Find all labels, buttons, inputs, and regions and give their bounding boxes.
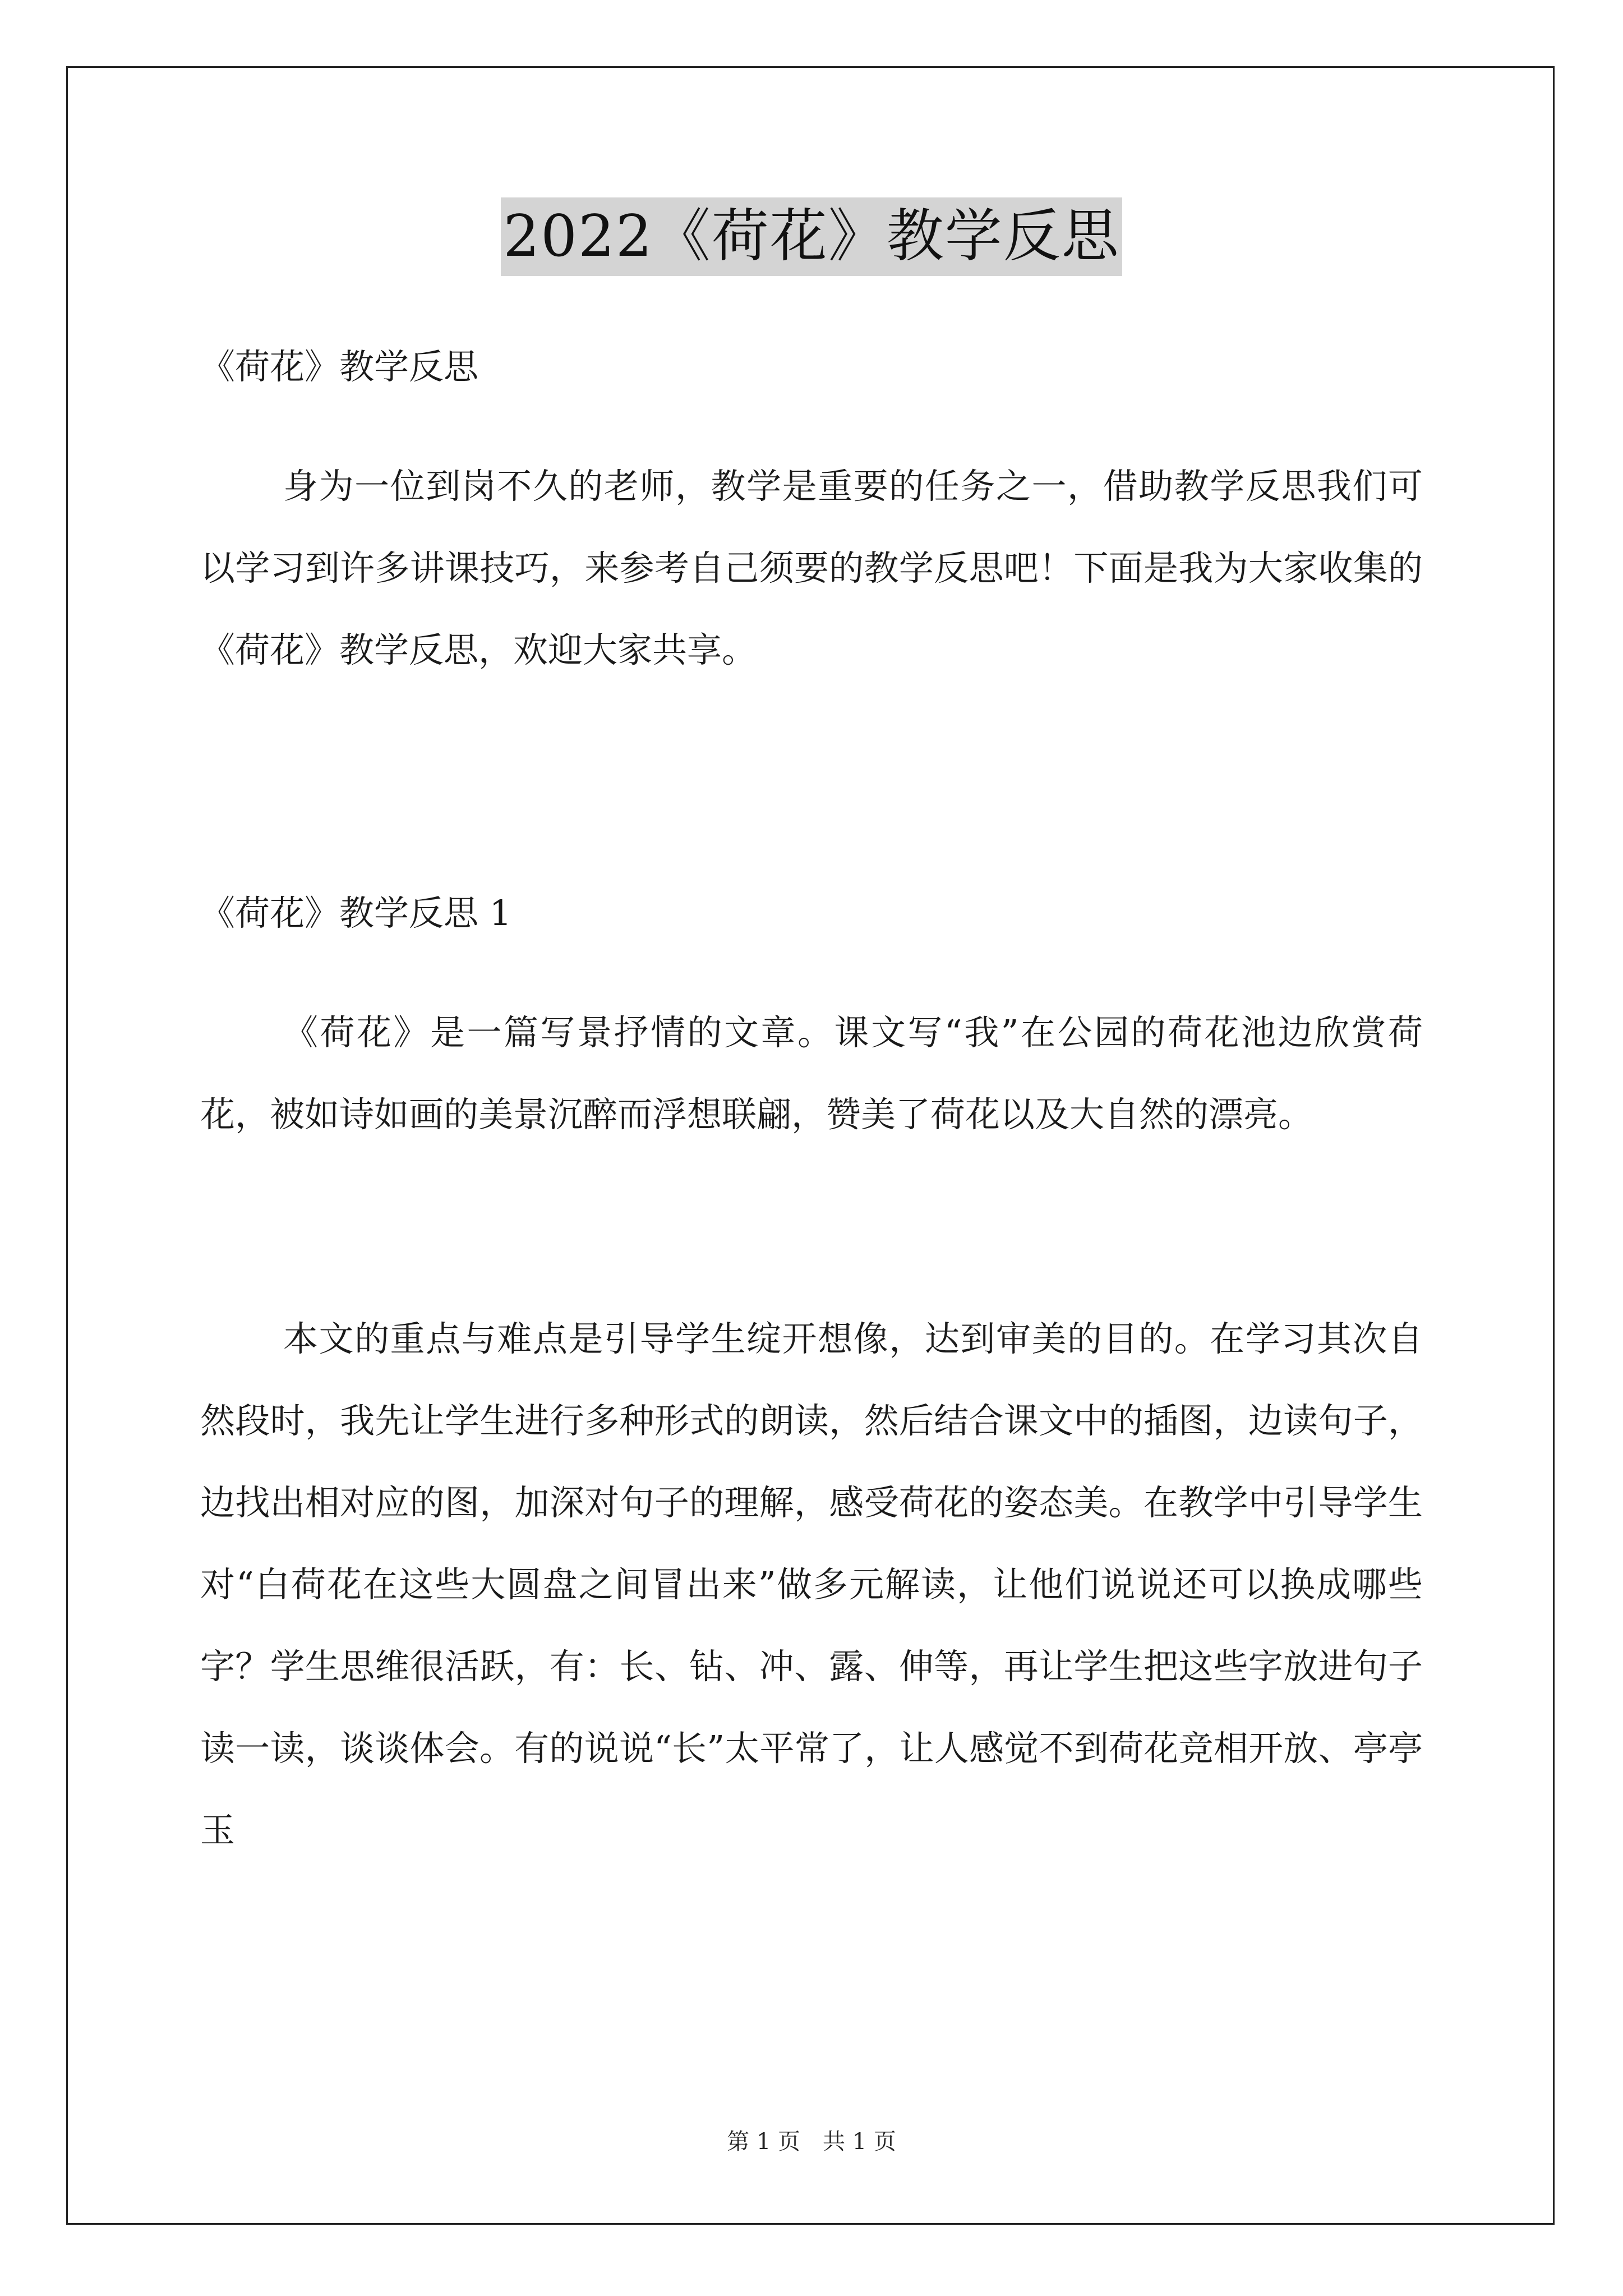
section-heading-intro: 《荷花》教学反思 xyxy=(200,346,479,387)
document-title: 2022《荷花》教学反思 xyxy=(501,197,1122,276)
page-footer: 第 1 页 共 1 页 xyxy=(727,2129,896,2155)
section-heading-reflection-1: 《荷花》教学反思 1 xyxy=(200,892,512,933)
intro-paragraph: 身为一位到岗不久的老师，教学是重要的任务之一，借助教学反思我们可以学习到许多讲课技巧，来参考自己须要的教学反思吧！下面是我为大家收集的《荷花》教学反思，欢迎大家共享。 xyxy=(200,466,1423,670)
reflection-1-paragraph-2: 本文的重点与难点是引导学生绽开想像，达到审美的目的。在学习其次自然段时，我先让学生进行多种形式的朗读，然后结合课文中的插图，边读句子，边找出相对应的图，加深对句子的理解，感受荷花的姿态美。在教学中引导学生对“白荷花在这些大圆盘之间冒出来”做多元解读，让他们说说还可以换成哪些字？学生思维很活跃，有：长、钻、冲、露、伸等，再让学生把这些字放进句子读一读，谈谈体会。有的说说“长”太平常了，让人感觉不到荷花竞相开放、亭亭玉 xyxy=(200,1318,1423,1851)
title-container xyxy=(0,197,1623,276)
reflection-1-paragraph-1: 《荷花》是一篇写景抒情的文章。课文写“我”在公园的荷花池边欣赏荷花，被如诗如画的美景沉醉而浮想联翩，赞美了荷花以及大自然的漂亮。 xyxy=(200,1012,1423,1135)
